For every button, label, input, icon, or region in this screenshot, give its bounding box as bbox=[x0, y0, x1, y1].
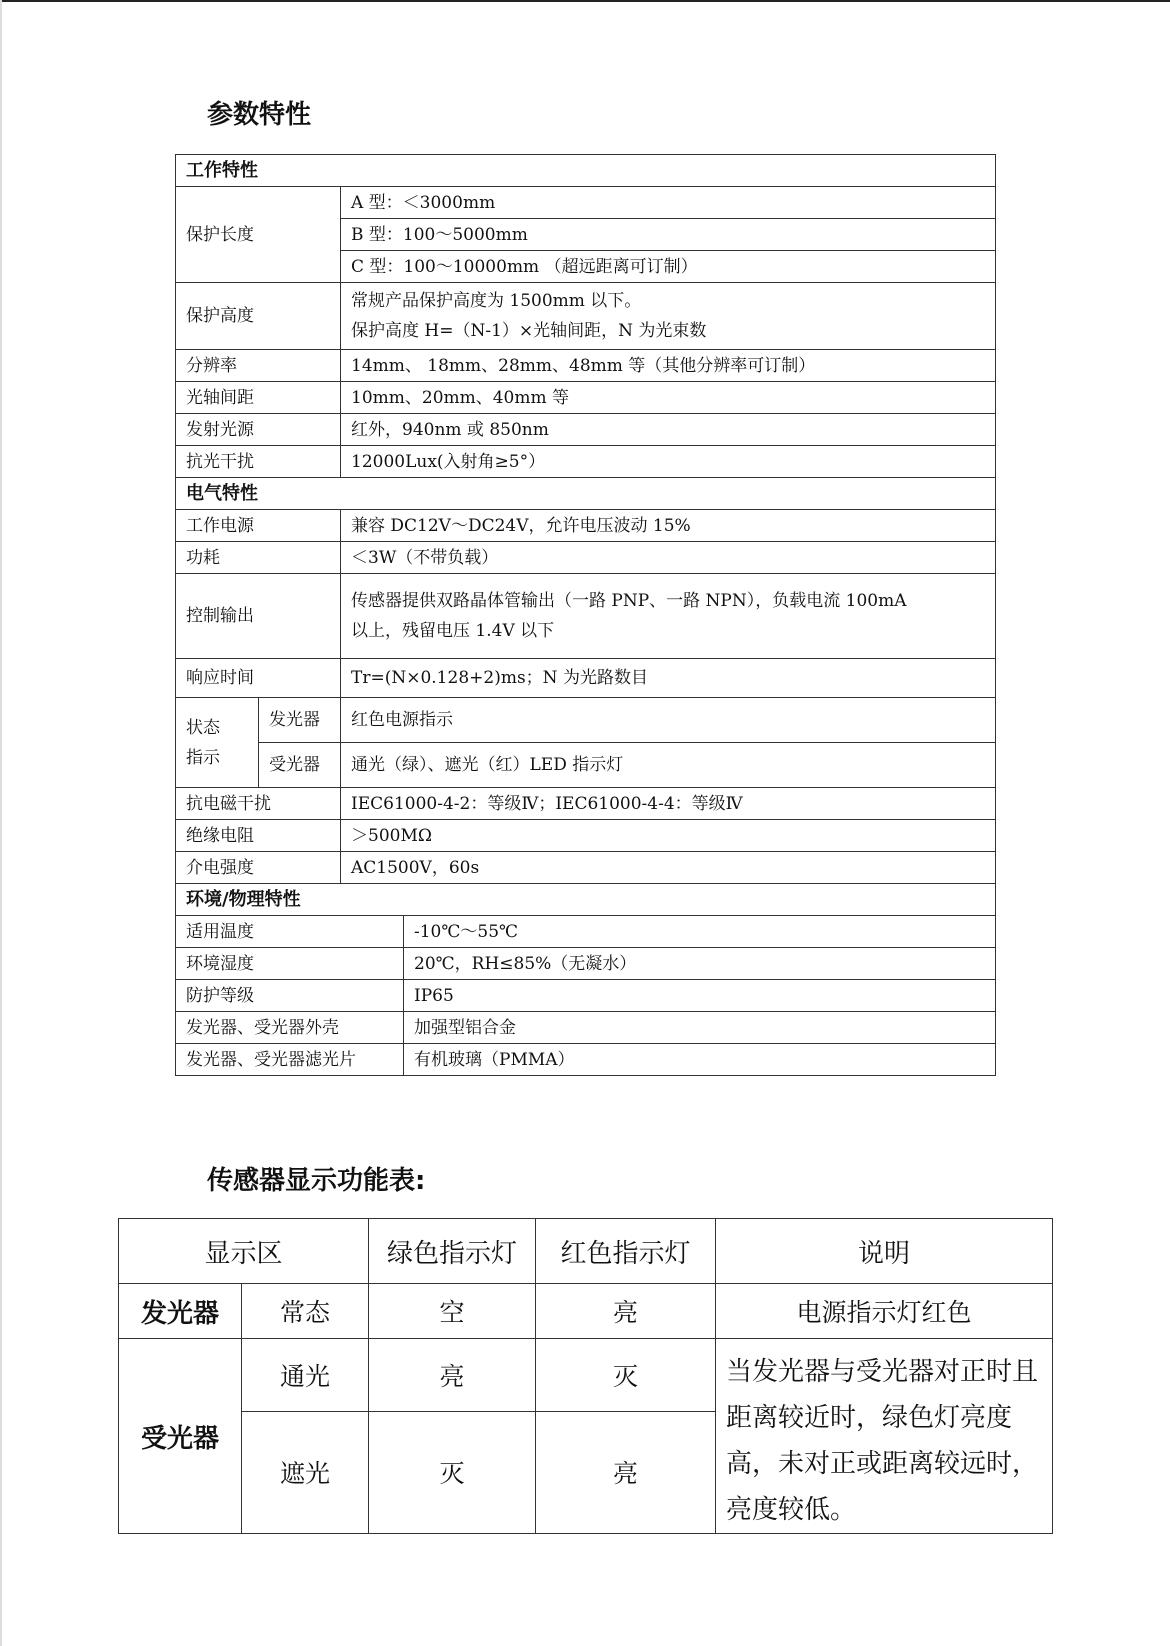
row-value: B 型：100～5000mm bbox=[341, 219, 996, 251]
red-value: 亮 bbox=[536, 1411, 716, 1533]
row-value: 有机玻璃（PMMA） bbox=[404, 1044, 996, 1076]
spec-row-dielectric bbox=[176, 852, 996, 884]
row-value: A 型：＜3000mm bbox=[341, 187, 996, 219]
label-line: 指示 bbox=[186, 747, 220, 768]
row-label: 发射光源 bbox=[176, 414, 341, 446]
value-line: 保护高度 H=（N-1）×光轴间距，N 为光束数 bbox=[351, 321, 707, 341]
row-label: 介电强度 bbox=[176, 852, 341, 884]
spec-section-work bbox=[176, 155, 996, 187]
row-value: ＜3W（不带负载） bbox=[341, 542, 996, 574]
green-value: 灭 bbox=[369, 1411, 536, 1533]
page-top-border bbox=[0, 0, 1170, 2]
header-red: 红色指示灯 bbox=[536, 1219, 716, 1284]
row-value: C 型：100～10000mm （超远距离可订制） bbox=[341, 251, 996, 283]
section-title-display-table: 传感器显示功能表: bbox=[207, 1166, 426, 1196]
header-zone: 显示区 bbox=[119, 1219, 369, 1284]
spec-row-protect-length-a bbox=[176, 187, 996, 219]
spec-row-consumption bbox=[176, 542, 996, 574]
row-label: 控制输出 bbox=[176, 574, 341, 659]
row-sublabel: 受光器 bbox=[259, 743, 341, 788]
value-line: 常规产品保护高度为 1500mm 以下。 bbox=[351, 291, 642, 311]
display-row-receiver-pass bbox=[119, 1339, 1053, 1412]
header-green: 绿色指示灯 bbox=[369, 1219, 536, 1284]
row-label bbox=[176, 698, 259, 788]
row-value: ＞500MΩ bbox=[341, 820, 996, 852]
row-label: 抗电磁干扰 bbox=[176, 788, 341, 820]
green-value: 亮 bbox=[369, 1339, 536, 1412]
row-label: 防护等级 bbox=[176, 980, 404, 1012]
row-value: 10mm、20mm、40mm 等 bbox=[341, 382, 996, 414]
section-heading: 电气特性 bbox=[176, 478, 996, 510]
spec-row-emc bbox=[176, 788, 996, 820]
row-label: 保护高度 bbox=[176, 283, 341, 350]
state-label: 通光 bbox=[242, 1339, 369, 1412]
group-label: 受光器 bbox=[119, 1339, 242, 1534]
spec-row-response bbox=[176, 659, 996, 698]
state-label: 常态 bbox=[242, 1284, 369, 1339]
spec-row-housing bbox=[176, 1012, 996, 1044]
section-title-parameters: 参数特性 bbox=[207, 100, 312, 130]
row-label: 响应时间 bbox=[176, 659, 341, 698]
row-value: AC1500V，60s bbox=[341, 852, 996, 884]
spec-row-protection bbox=[176, 980, 996, 1012]
red-value: 亮 bbox=[536, 1284, 716, 1339]
row-label: 保护长度 bbox=[176, 187, 341, 283]
spec-row-control-output bbox=[176, 574, 996, 659]
row-value: 兼容 DC12V～DC24V，允许电压波动 15% bbox=[341, 510, 996, 542]
display-row-emitter bbox=[119, 1284, 1053, 1339]
row-value: 加强型铝合金 bbox=[404, 1012, 996, 1044]
row-label: 抗光干扰 bbox=[176, 446, 341, 478]
row-value: 12000Lux(入射角≥5°） bbox=[341, 446, 996, 478]
spec-row-anti-light bbox=[176, 446, 996, 478]
row-value bbox=[341, 283, 996, 350]
row-label: 功耗 bbox=[176, 542, 341, 574]
state-label: 遮光 bbox=[242, 1411, 369, 1533]
spec-row-power bbox=[176, 510, 996, 542]
section-heading: 环境/物理特性 bbox=[176, 884, 996, 916]
desc-value: 当发光器与受光器对正时且距离较近时，绿色灯亮度高，未对正或距离较远时，亮度较低。 bbox=[716, 1339, 1053, 1534]
spec-row-status-emitter bbox=[176, 698, 996, 743]
header-desc: 说明 bbox=[716, 1219, 1053, 1284]
row-label: 发光器、受光器滤光片 bbox=[176, 1044, 404, 1076]
row-value: 红色电源指示 bbox=[341, 698, 996, 743]
row-label: 绝缘电阻 bbox=[176, 820, 341, 852]
value-line: 传感器提供双路晶体管输出（一路 PNP、一路 NPN），负载电流 100mA bbox=[351, 591, 907, 611]
row-label: 适用温度 bbox=[176, 916, 404, 948]
spec-row-filter bbox=[176, 1044, 996, 1076]
desc-value: 电源指示灯红色 bbox=[716, 1284, 1053, 1339]
spec-section-electric bbox=[176, 478, 996, 510]
spec-row-status-receiver bbox=[176, 743, 996, 788]
value-line: 以上，残留电压 1.4V 以下 bbox=[351, 621, 555, 641]
row-sublabel: 发光器 bbox=[259, 698, 341, 743]
row-value: IEC61000-4-2：等级Ⅳ；IEC61000-4-4：等级Ⅳ bbox=[341, 788, 996, 820]
row-value: 20℃，RH≤85%（无凝水） bbox=[404, 948, 996, 980]
row-label: 工作电源 bbox=[176, 510, 341, 542]
green-value: 空 bbox=[369, 1284, 536, 1339]
row-value: Tr=(N×0.128+2)ms；N 为光路数目 bbox=[341, 659, 996, 698]
group-label: 发光器 bbox=[119, 1284, 242, 1339]
row-label: 发光器、受光器外壳 bbox=[176, 1012, 404, 1044]
row-value: -10℃～55℃ bbox=[404, 916, 996, 948]
spec-row-protect-height bbox=[176, 283, 996, 350]
spec-row-insulation bbox=[176, 820, 996, 852]
label-line: 状态 bbox=[186, 717, 220, 738]
spec-table bbox=[175, 154, 996, 1076]
spec-section-env bbox=[176, 884, 996, 916]
row-label: 环境湿度 bbox=[176, 948, 404, 980]
spec-row-humidity bbox=[176, 948, 996, 980]
row-value: IP65 bbox=[404, 980, 996, 1012]
section-heading: 工作特性 bbox=[176, 155, 996, 187]
spec-row-light-source bbox=[176, 414, 996, 446]
row-value: 通光（绿）、遮光（红）LED 指示灯 bbox=[341, 743, 996, 788]
row-label: 光轴间距 bbox=[176, 382, 341, 414]
red-value: 灭 bbox=[536, 1339, 716, 1412]
display-header-row bbox=[119, 1219, 1053, 1284]
row-value bbox=[341, 574, 996, 659]
row-value: 14mm、 18mm、28mm、48mm 等（其他分辨率可订制） bbox=[341, 350, 996, 382]
spec-row-axis-spacing bbox=[176, 382, 996, 414]
spec-row-temperature bbox=[176, 916, 996, 948]
display-function-table bbox=[118, 1218, 1053, 1534]
row-value: 红外，940nm 或 850nm bbox=[341, 414, 996, 446]
spec-row-resolution bbox=[176, 350, 996, 382]
row-label: 分辨率 bbox=[176, 350, 341, 382]
page-left-border bbox=[0, 0, 2, 1646]
